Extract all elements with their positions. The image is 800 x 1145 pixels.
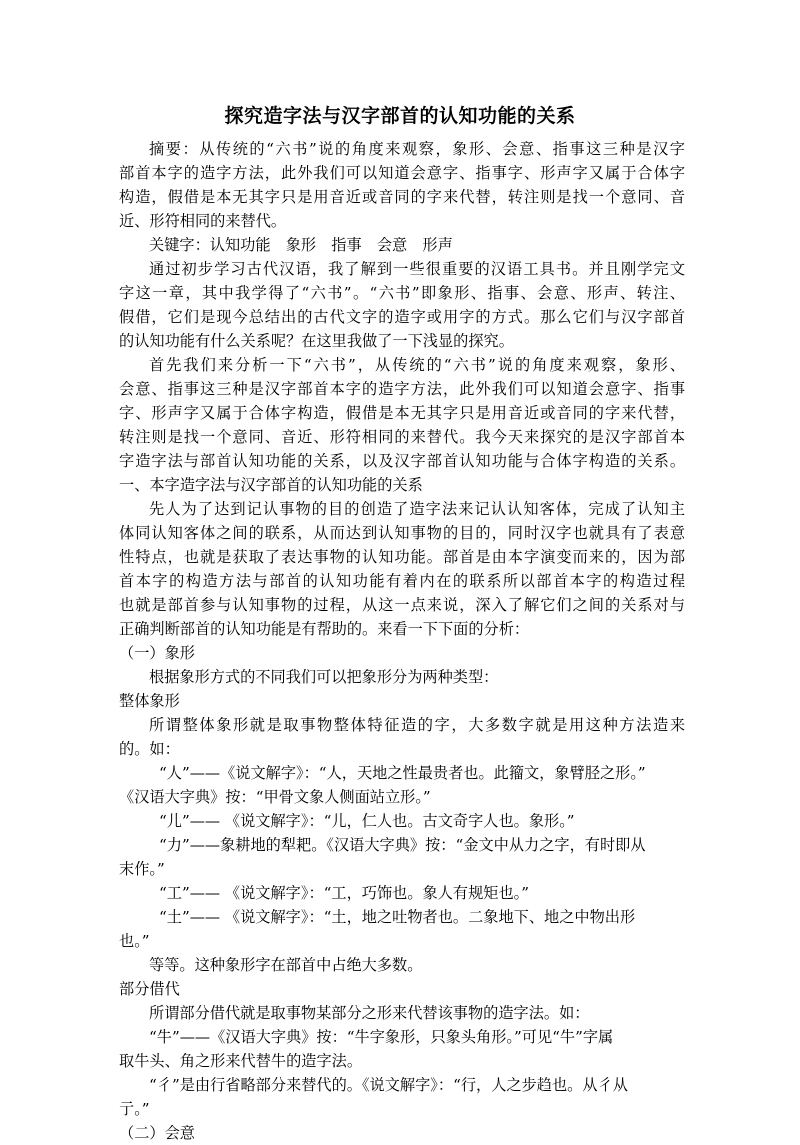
bufen-line-1: 所谓部分借代就是取事物某部分之形来代替该事物的造字法。如： <box>149 1004 590 1022</box>
section1-line-4: 首本字的构造方法与部首的认知功能有着内在的联系所以部首本字的构造过程 <box>119 572 685 590</box>
xiangxing-intro: 根据象形方式的不同我们可以把象形分为两种类型： <box>149 668 499 686</box>
example-gong: “工”—— 《说文解字》：“工，巧饰也。象人有规矩也。” <box>159 884 529 902</box>
section1-line-3: 性特点，也就是获取了表达事物的认知功能。部首是由本字演变而来的，因为部 <box>119 548 685 566</box>
abstract-line-2: 部首本字的造字方法，此外我们可以知道会意字、指事字、形声字又属于合体字 <box>119 164 685 182</box>
section1-line-1: 先人为了达到记认事物的目的创造了造字法来记认认知客体，完成了认知主 <box>149 500 685 518</box>
example-chi-line-1: “彳”是由行省略部分来替代的。《说文解字》：“行，人之步趋也。从彳从 <box>149 1076 628 1094</box>
example-tu-line-2: 也。” <box>119 932 150 950</box>
analysis-line-2: 会意、指事这三种是汉字部首本字的造字方法，此外我们可以知道会意字、指事 <box>119 380 685 398</box>
section-heading-1: 一、本字造字法与汉字部首的认知功能的关系 <box>119 476 423 494</box>
abstract-line-3: 构造，假借是本无其字只是用音近或音同的字来代替，转注则是找一个意同、音 <box>119 188 685 206</box>
subsection-heading-xiangxing: （一）象形 <box>119 644 195 662</box>
example-li-line-1: “力”——象耕地的犁耙。《汉语大字典》按：“金文中从力之字，有时即从 <box>159 836 646 854</box>
section1-line-2: 体同认知客体之间的联系，从而达到认知事物的目的，同时汉字也就具有了表意 <box>119 524 685 542</box>
zhengti-summary: 等等。这种象形字在部首中占绝大多数。 <box>149 956 423 974</box>
abstract-line-1: 摘要：从传统的“六书”说的角度来观察，象形、会意、指事这三种是汉字 <box>149 140 685 158</box>
subsection-heading-huiyi: （二）会意 <box>119 1124 195 1142</box>
document-title: 探究造字法与汉字部首的认知功能的关系 <box>224 105 576 127</box>
subheading-bufen: 部分借代 <box>119 980 180 998</box>
zhengti-line-2: 的。如： <box>119 740 180 758</box>
intro-line-4: 的认知功能有什么关系呢？在这里我做了一下浅显的探究。 <box>119 332 514 350</box>
keywords-line: 关键字：认知功能 象形 指事 会意 形声 <box>149 236 453 254</box>
analysis-line-3: 字、形声字又属于合体字构造，假借是本无其字只是用音近或音同的字来代替， <box>119 404 685 422</box>
example-li-line-2: 末作。” <box>119 860 165 878</box>
analysis-line-5: 字造字法与部首认知功能的关系，以及汉字部首认知功能与合体字构造的关系。 <box>119 452 685 470</box>
example-ren-line-2: 《汉语大字典》按：“甲骨文象人侧面站立形。” <box>119 788 431 806</box>
example-tu-line-1: “土”—— 《说文解字》：“土，地之吐物者也。二象地下、地之中物出形 <box>159 908 636 926</box>
intro-line-1: 通过初步学习古代汉语，我了解到一些很重要的汉语工具书。并且刚学完文 <box>149 260 685 278</box>
abstract-line-4: 近、形符相同的来替代。 <box>119 212 287 230</box>
section1-line-6: 正确判断部首的认知功能是有帮助的。来看一下下面的分析： <box>119 620 530 638</box>
example-chi-line-2: 亍。” <box>119 1100 150 1118</box>
analysis-line-1: 首先我们来分析一下“六书”，从传统的“六书”说的角度来观察，象形、 <box>149 356 685 374</box>
example-er: “儿”—— 《说文解字》：“儿，仁人也。古文奇字人也。象形。” <box>159 812 575 830</box>
zhengti-line-1: 所谓整体象形就是取事物整体特征造的字，大多数字就是用这种方法造来 <box>149 716 685 734</box>
subheading-zhengti: 整体象形 <box>119 692 180 710</box>
intro-line-3: 假借，它们是现今总结出的古代文字的造字或用字的方式。那么它们与汉字部首 <box>119 308 685 326</box>
example-niu-line-2: 取牛头、角之形来代替牛的造字法。 <box>119 1052 362 1070</box>
intro-line-2: 字这一章，其中我学得了“六书”。“六书”即象形、指事、会意、形声、转注、 <box>119 284 685 302</box>
example-ren-line-1: “人”——《说文解字》：“人，天地之性最贵者也。此籀文，象臂胫之形。” <box>159 764 646 782</box>
example-niu-line-1: “牛”——《汉语大字典》按：“牛字象形，只象头角形。”可见“牛”字属 <box>149 1028 614 1046</box>
section1-line-5: 也就是部首参与认知事物的过程，从这一点来说，深入了解它们之间的关系对与 <box>119 596 685 614</box>
analysis-line-4: 转注则是找一个意同、音近、形符相同的来替代。我今天来探究的是汉字部首本 <box>119 428 685 446</box>
